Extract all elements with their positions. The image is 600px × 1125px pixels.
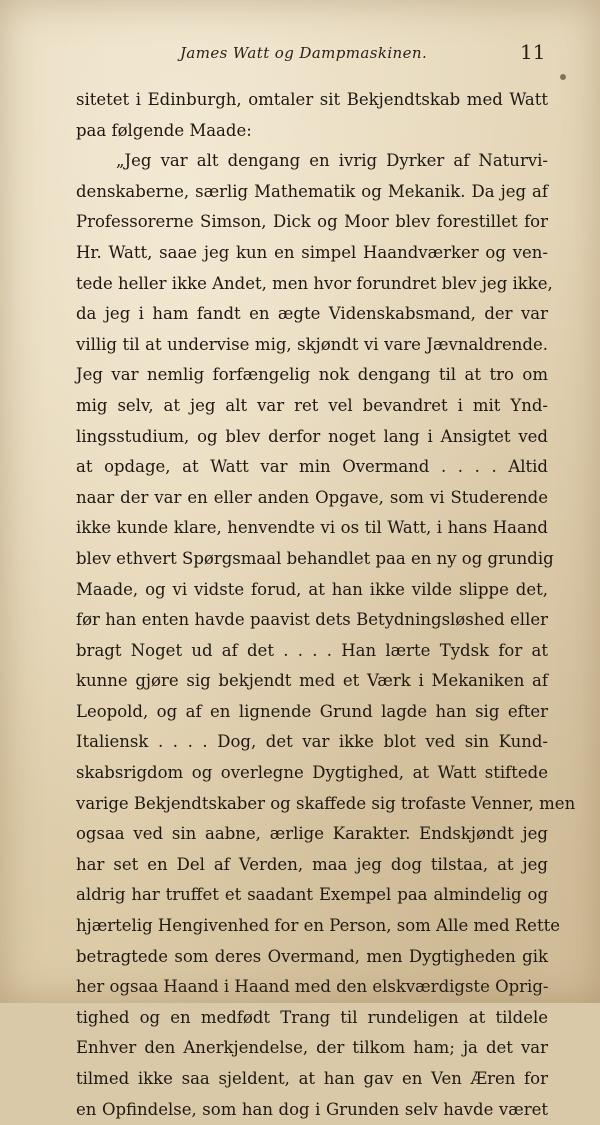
running-title: James Watt og Dampmaskinen.	[180, 44, 428, 62]
text-line: skabsrigdom og overlegne Dygtighed, at Watt stiftede	[76, 763, 548, 783]
text-line: da jeg i ham fandt en ægte Videnskabsmand, der var	[76, 304, 548, 324]
body-text	[76, 85, 576, 1125]
text-line: Hr. Watt, saae jeg kun en simpel Haandværker og ven-	[76, 242, 548, 262]
text-line: sitetet i Edinburgh, omtaler sit Bekjendtskab med Watt	[76, 90, 548, 109]
text-line: tede heller ikke Andet, men hvor forundret blev jeg ikke,	[76, 273, 553, 293]
text-line: mig selv, at jeg alt var ret vel bevandret i mit Ynd-	[76, 395, 548, 415]
text-line: har set en Del af Verden, maa jeg dog tilstaa, at jeg	[76, 854, 548, 874]
text-line: lingsstudium, og blev derfor noget lang i Ansigtet ved	[76, 426, 548, 446]
text-line: bragt Noget ud af det . . . . Han lærte Tydsk for at	[76, 640, 548, 660]
ink-spot	[560, 74, 566, 80]
text-line: tighed og en medfødt Trang til rundeligen at tildele	[76, 1007, 548, 1027]
text-line: ogsaa ved sin aabne, ærlige Karakter. Endskjøndt jeg	[76, 824, 548, 844]
text-line: varige Bekjendtskaber og skaffede sig trofaste Venner, men	[76, 793, 576, 813]
text-line: ikke kunde klare, henvendte vi os til Watt, i hans Haand	[76, 518, 548, 538]
text-line: paa følgende Maade:	[76, 120, 252, 140]
text-line: Maade, og vi vidste forud, at han ikke vilde slippe det,	[76, 579, 548, 599]
text-line: denskaberne, særlig Mathematik og Mekanik. Da jeg af	[76, 181, 548, 201]
text-line: her ogsaa Haand i Haand med den elskværdigste Oprig-	[76, 977, 549, 997]
text-line: Jeg var nemlig forfængelig nok dengang til at tro om	[76, 365, 548, 385]
text-line: at opdage, at Watt var min Overmand . . . . Altid	[76, 457, 548, 477]
text-line: betragtede som deres Overmand, men Dygtigheden gik	[76, 946, 548, 966]
text-line: tilmed ikke saa sjeldent, at han gav en Ven Æren for	[76, 1069, 548, 1088]
text-line: aldrig har truffet et saadant Exempel paa almindelig og	[76, 885, 548, 905]
text-line: før han enten havde paavist dets Betydningsløshed eller	[76, 610, 548, 630]
page-number: 11	[520, 40, 546, 64]
text-line: Leopold, og af en lignende Grund lagde han sig efter	[76, 701, 548, 721]
text-line: blev ethvert Spørgsmaal behandlet paa en ny og grundig	[76, 548, 554, 568]
text-line: Professorerne Simson, Dick og Moor blev forestillet for	[76, 212, 548, 232]
text-line: kunne gjøre sig bekjendt med et Værk i Mekaniken af	[76, 671, 548, 691]
text-line: en Opfindelse, som han dog i Grunden selv havde været	[76, 1099, 548, 1119]
text-line: Italiensk . . . . Dog, det var ikke blot ved sin Kund-	[76, 732, 548, 752]
running-head	[0, 40, 600, 70]
text-line: hjærtelig Hengivenhed for en Person, som Alle med Rette	[76, 916, 560, 936]
text-line: naar der var en eller anden Opgave, som vi Studerende	[76, 487, 548, 507]
text-line: Enhver den Anerkjendelse, der tilkom ham; ja det var	[76, 1038, 548, 1058]
text-line: „Jeg var alt dengang en ivrig Dyrker af Naturvi-	[116, 151, 548, 171]
text-line: villig til at undervise mig, skjøndt vi vare Jævnaldrende.	[76, 334, 548, 354]
